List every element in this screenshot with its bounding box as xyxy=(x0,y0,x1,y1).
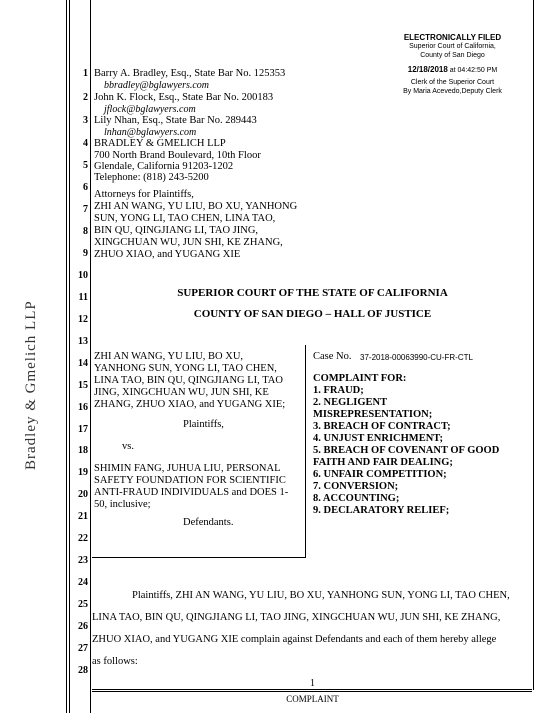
line-number: 16 xyxy=(78,402,88,413)
plaintiff-names-line: BIN QU, QINGJIANG LI, TAO JING, xyxy=(94,225,259,236)
firm-sidebar: Bradley & Gmelich LLP xyxy=(23,300,39,470)
line-number: 3 xyxy=(83,115,88,126)
plaintiff-names-line: ZHUO XIAO, and YUGANG XIE xyxy=(94,249,241,260)
caption-divider-vertical xyxy=(305,345,306,558)
margin-rule-left-outer xyxy=(66,0,67,713)
complaint-line: 8. ACCOUNTING; xyxy=(313,493,400,504)
margin-rule-left-inner xyxy=(69,0,70,713)
footer-title: COMPLAINT xyxy=(286,694,339,704)
defendants-label: Defendants. xyxy=(183,517,234,528)
line-number: 24 xyxy=(78,577,88,588)
plaintiffs-caption-line: ZHI AN WANG, YU LIU, BO XU, xyxy=(94,351,244,362)
complaint-line: 7. CONVERSION; xyxy=(313,481,399,492)
margin-rule-right xyxy=(533,0,534,690)
line-number: 17 xyxy=(78,424,88,435)
line-number: 1 xyxy=(83,68,88,79)
complaint-line: 2. NEGLIGENT xyxy=(313,397,388,408)
defendants-caption-line: 50, inclusive; xyxy=(94,499,151,510)
complaint-line: 1. FRAUD; xyxy=(313,385,364,396)
line-number: 18 xyxy=(78,445,88,456)
plaintiff-names-line: SUN, YONG LI, TAO CHEN, LINA TAO, xyxy=(94,213,276,224)
line-number: 7 xyxy=(83,204,88,215)
complaint-line: 4. UNJUST ENRICHMENT; xyxy=(313,433,443,444)
line-number: 9 xyxy=(83,248,88,259)
complaint-line: FAITH AND FAIR DEALING; xyxy=(313,457,453,468)
complaint-line: 6. UNFAIR COMPETITION; xyxy=(313,469,447,480)
line-number: 19 xyxy=(78,467,88,478)
plaintiffs-label: Plaintiffs, xyxy=(183,419,224,430)
firm-address-1: 700 North Brand Boulevard, 10th Floor xyxy=(94,150,261,161)
filing-stamp xyxy=(360,33,545,96)
stamp-time: at 04:42:50 PM xyxy=(449,67,498,74)
complaint-line: 5. BREACH OF COVENANT OF GOOD xyxy=(313,445,500,456)
attorney-3: Lily Nhan, Esq., State Bar No. 289443 xyxy=(94,115,257,126)
case-number: 37-2018-00063990-CU-FR-CTL xyxy=(360,353,473,362)
line-number: 15 xyxy=(78,380,88,391)
stamp-court: Superior Court of California, xyxy=(409,43,496,50)
defendants-caption-line: SAFETY FOUNDATION FOR SCIENTIFIC xyxy=(94,475,286,486)
line-number: 10 xyxy=(78,270,88,281)
body-line: LINA TAO, BIN QU, QINGJIANG LI, TAO JING, XINGCHUAN WU, JUN SHI, KE ZHANG, xyxy=(92,612,501,623)
line-number: 27 xyxy=(78,643,88,654)
attorney-2-email: jflock@bglawyers.com xyxy=(104,104,196,115)
stamp-clerk: Clerk of the Superior Court xyxy=(410,79,495,86)
case-number-label: Case No. xyxy=(313,351,352,362)
firm-address-2: Glendale, California 91203-1202 xyxy=(94,161,234,172)
firm-phone: Telephone: (818) 243-5200 xyxy=(94,172,209,183)
line-number: 8 xyxy=(83,226,88,237)
attorney-2: John K. Flock, Esq., State Bar No. 200183 xyxy=(94,92,274,103)
stamp-county: County of San Diego xyxy=(420,52,485,59)
complaint-line: 9. DECLARATORY RELIEF; xyxy=(313,505,450,516)
body-line: as follows: xyxy=(92,656,138,667)
line-number: 25 xyxy=(78,599,88,610)
body-line: ZHUO XIAO, and YUGANG XIE complain against Defendants and each of them hereby allege xyxy=(92,634,497,645)
margin-rule-numbers xyxy=(90,0,91,713)
plaintiff-names-line: ZHI AN WANG, YU LIU, BO XU, YANHONG xyxy=(94,201,298,212)
line-number: 20 xyxy=(78,489,88,500)
plaintiffs-caption-line: LINA TAO, BIN QU, QINGJIANG LI, TAO xyxy=(94,375,283,386)
plaintiffs-caption-line: ZHANG, ZHUO XIAO, and YUGANG XIE; xyxy=(94,399,286,410)
attorneys-for: Attorneys for Plaintiffs, xyxy=(94,189,194,200)
line-number: 11 xyxy=(78,292,88,303)
line-number: 21 xyxy=(78,511,88,522)
line-number: 23 xyxy=(78,555,88,566)
line-number: 12 xyxy=(78,314,88,325)
stamp-deputy: By Maria Acevedo,Deputy Clerk xyxy=(403,88,502,95)
line-number: 14 xyxy=(78,358,88,369)
firm-name: BRADLEY & GMELICH LLP xyxy=(94,138,226,149)
line-number: 22 xyxy=(78,533,88,544)
versus: vs. xyxy=(122,441,134,452)
footer-rule-2 xyxy=(92,691,532,692)
line-number: 2 xyxy=(83,92,88,103)
court-county: COUNTY OF SAN DIEGO – HALL OF JUSTICE xyxy=(193,308,432,320)
complaint-line: COMPLAINT FOR: xyxy=(313,373,407,384)
page-number: 1 xyxy=(310,678,315,689)
plaintiffs-caption-line: JING, XINGCHUAN WU, JUN SHI, KE xyxy=(94,387,269,398)
attorney-3-email: lnhan@bglawyers.com xyxy=(104,127,197,138)
attorney-1-email: bbradley@bglawyers.com xyxy=(104,80,210,91)
defendants-caption-line: SHIMIN FANG, JUHUA LIU, PERSONAL xyxy=(94,463,281,474)
complaint-line: 3. BREACH OF CONTRACT; xyxy=(313,421,451,432)
complaint-line: MISREPRESENTATION; xyxy=(313,409,433,420)
line-number: 6 xyxy=(83,182,88,193)
defendants-caption-line: ANTI-FRAUD INDIVIDUALS and DOES 1- xyxy=(94,487,289,498)
line-number: 26 xyxy=(78,621,88,632)
stamp-title: ELECTRONICALLY FILED xyxy=(403,33,502,42)
line-number: 28 xyxy=(78,665,88,676)
stamp-date: 12/18/2018 xyxy=(407,65,448,74)
line-number: 13 xyxy=(78,336,88,347)
line-number: 4 xyxy=(83,138,88,149)
attorney-1: Barry A. Bradley, Esq., State Bar No. 125353 xyxy=(94,68,286,79)
caption-divider-horizontal xyxy=(92,557,306,558)
plaintiffs-caption-line: YANHONG SUN, YONG LI, TAO CHEN, xyxy=(94,363,277,374)
line-number: 5 xyxy=(83,160,88,171)
court-title: SUPERIOR COURT OF THE STATE OF CALIFORNIA xyxy=(177,287,448,299)
plaintiff-names-line: XINGCHUAN WU, JUN SHI, KE ZHANG, xyxy=(94,237,283,248)
body-line: Plaintiffs, ZHI AN WANG, YU LIU, BO XU, YANHONG SUN, YONG LI, TAO CHEN, xyxy=(132,590,510,601)
